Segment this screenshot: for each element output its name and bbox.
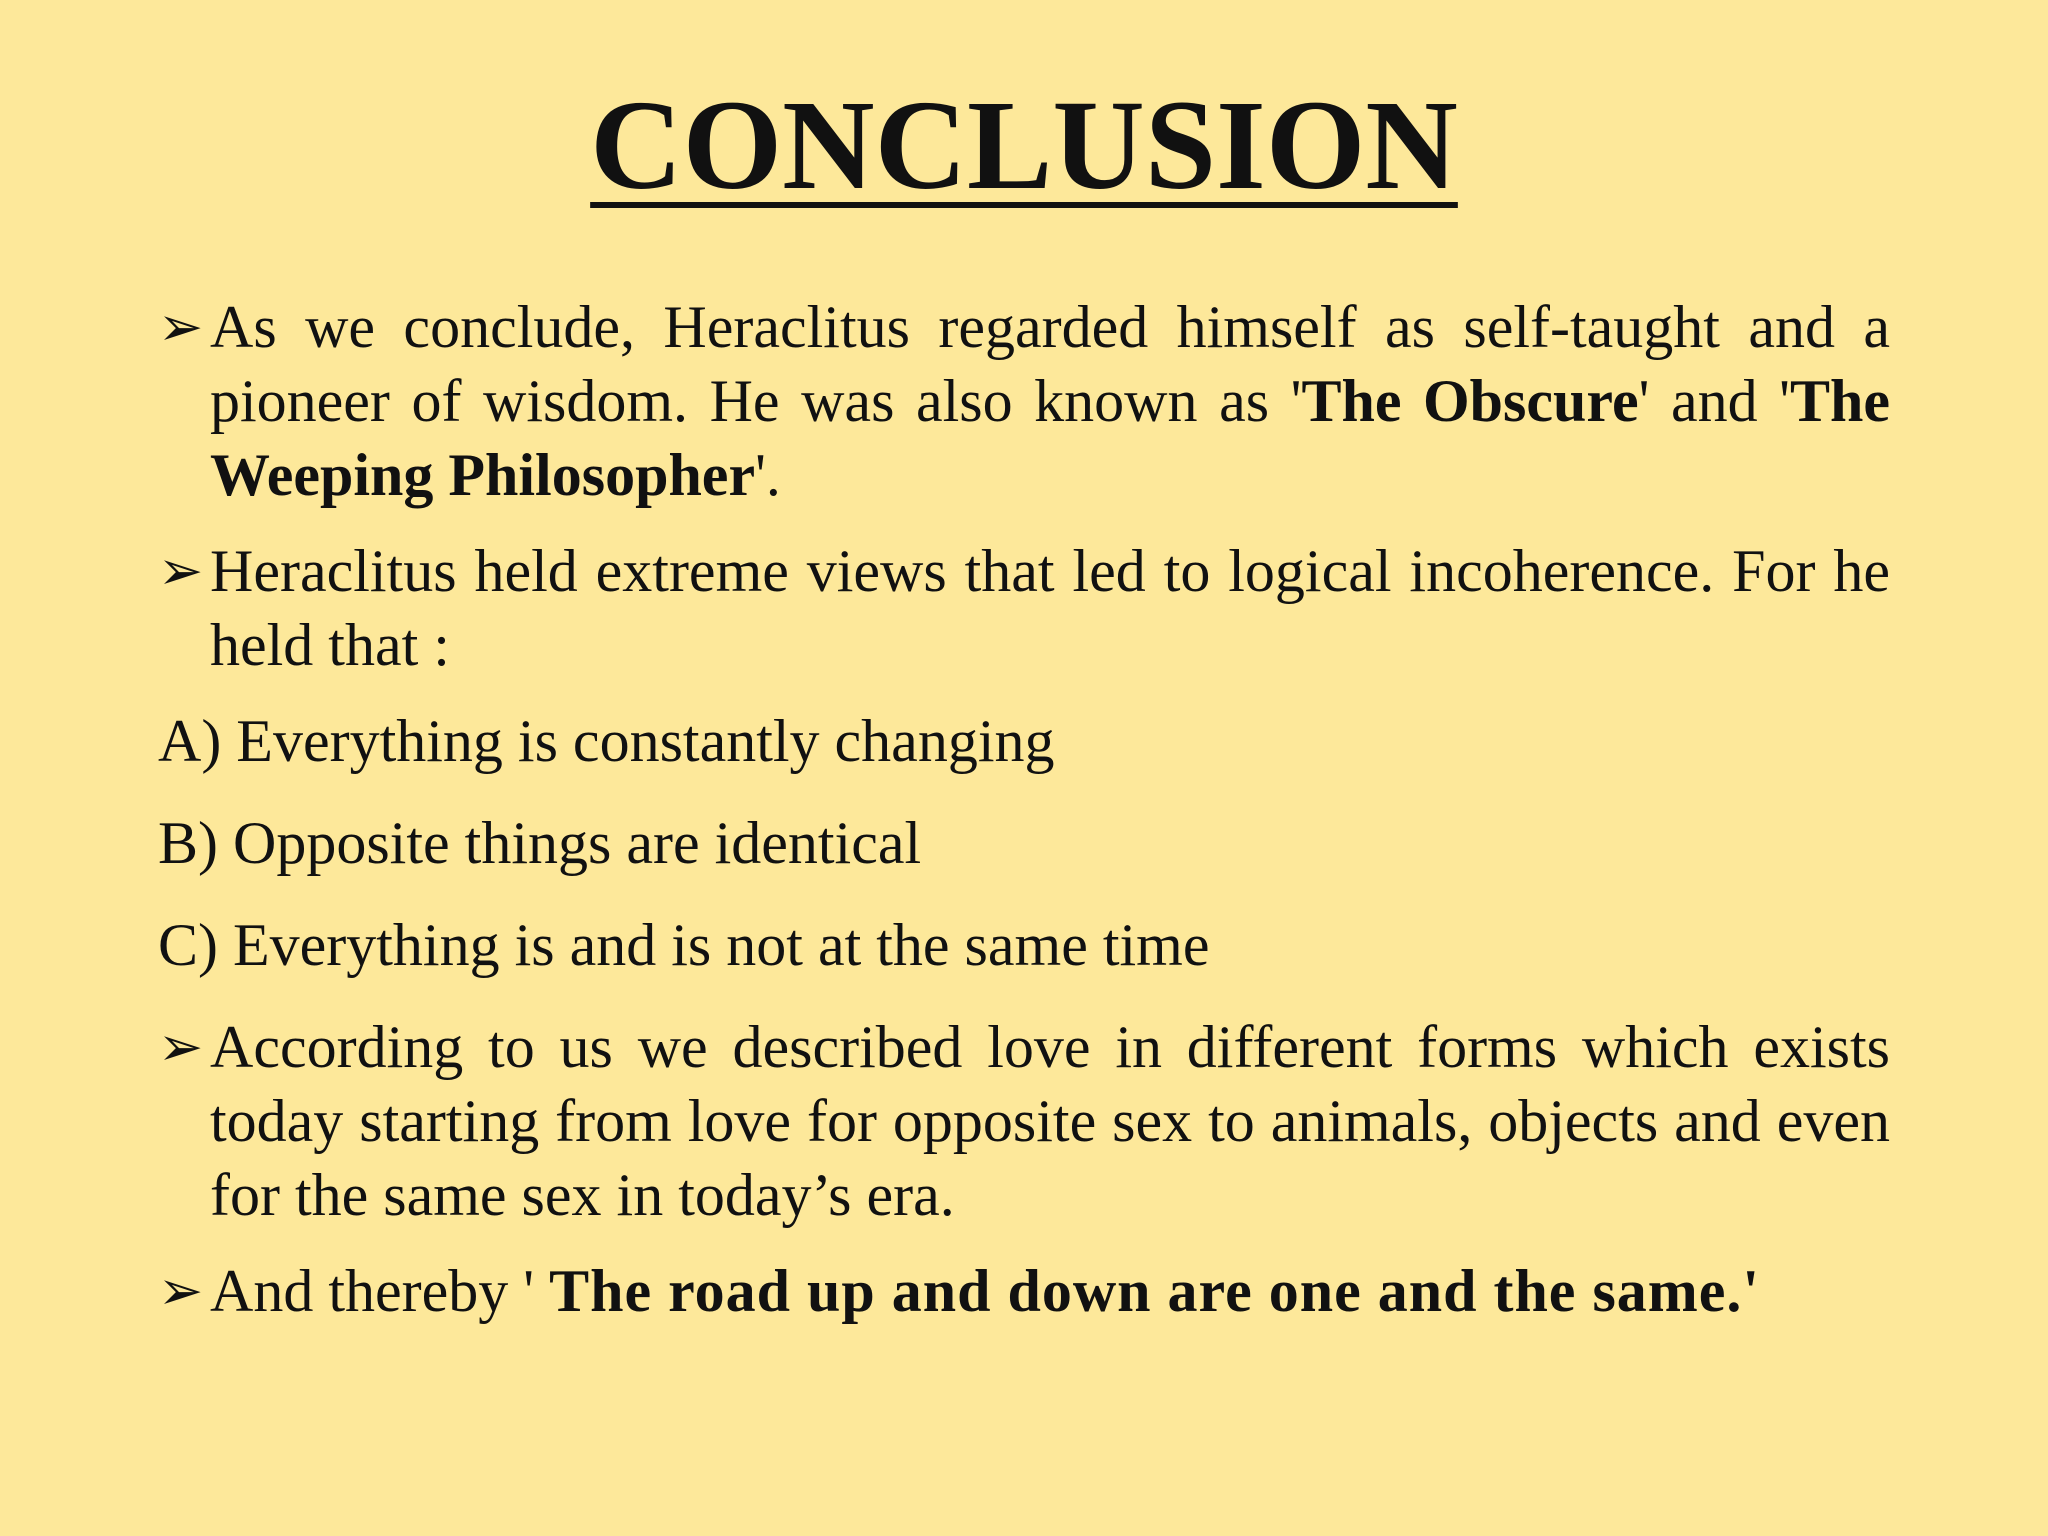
- page-title: [0, 70, 2048, 220]
- slide-content: [158, 290, 1890, 1350]
- list-item-a: A) Everything is constantly changing: [158, 708, 1055, 774]
- list-item-b: B) Opposite things are identical: [158, 810, 922, 876]
- list-item-c: C) Everything is and is not at the same time: [158, 912, 1210, 978]
- bullet-extreme-views: [158, 534, 1890, 682]
- arrow-bullet-icon: ➢: [158, 541, 204, 601]
- bullet-road-up-down: [158, 1254, 1890, 1328]
- title-text: CONCLUSION: [590, 74, 1458, 216]
- bullet-love-forms: [158, 1010, 1890, 1232]
- bold-weeping-philosopher: The Weeping Philosopher: [210, 368, 1890, 508]
- arrow-bullet-icon: ➢: [158, 297, 204, 357]
- arrow-bullet-icon: ➢: [158, 1261, 204, 1321]
- bullet-text: And thereby ' The road up and down are one and the same.': [210, 1258, 1761, 1324]
- bullet-text: Heraclitus held extreme views that led to logical incoherence. For he held that :: [210, 538, 1890, 678]
- bold-quote: The road up and down are one and the same.': [549, 1258, 1761, 1324]
- bold-the-obscure: The Obscure: [1301, 368, 1639, 434]
- bullet-heraclitus-self-taught: [158, 290, 1890, 512]
- arrow-bullet-icon: ➢: [158, 1017, 204, 1077]
- bullet-text: According to us we described love in different forms which exists today starting from love for opposite sex to animals, objects and even for the same sex in today’s era.: [210, 1014, 1890, 1228]
- bullet-text: As we conclude, Heraclitus regarded himself as self-taught and a pioneer of wisdom. He was also known as 'The Obscure' and 'The Weeping Philosopher'.: [210, 294, 1890, 508]
